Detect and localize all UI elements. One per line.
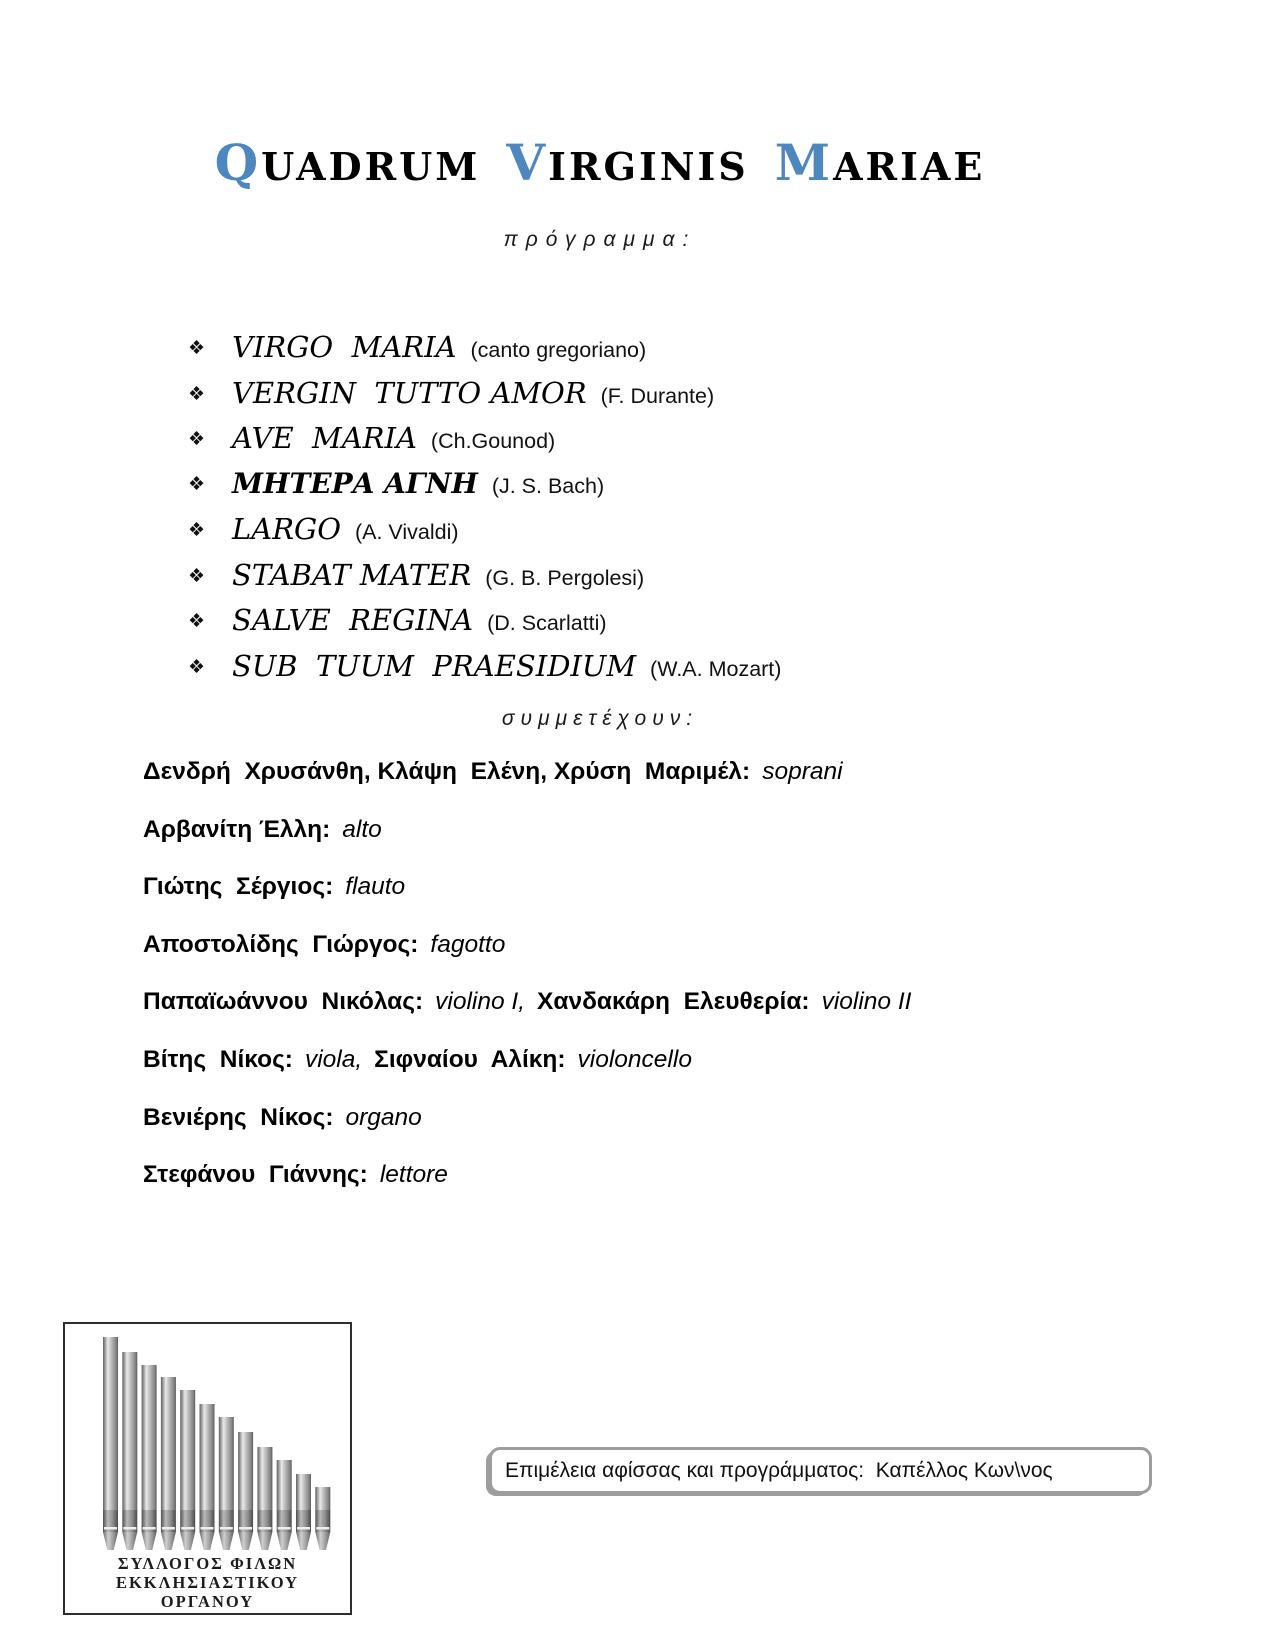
piece-title: VIRGO MARIA bbox=[232, 330, 457, 364]
piece-composer: (canto gregoriano) bbox=[470, 338, 647, 362]
performer-row bbox=[143, 988, 923, 1046]
performer-name: Αποστολίδης Γιώργος: bbox=[143, 930, 419, 958]
performer-name: Στεφάνου Γιάννης: bbox=[143, 1161, 368, 1189]
performer-role: violoncello bbox=[577, 1045, 692, 1073]
piece-title: VERGIN TUTTO AMOR bbox=[232, 375, 587, 410]
piece-title: ΜΗΤΕΡΑ ΑΓΝΗ bbox=[232, 466, 478, 500]
diamond-bullet-icon: ❖ bbox=[188, 520, 206, 541]
title-word bbox=[506, 133, 749, 192]
performer-role: organo bbox=[345, 1103, 422, 1131]
performer-name: Βενιέρης Νίκος: bbox=[143, 1103, 334, 1131]
diamond-bullet-icon: ❖ bbox=[188, 565, 206, 587]
performer-role: lettore bbox=[379, 1161, 448, 1189]
diamond-bullet-icon: ❖ bbox=[188, 656, 206, 678]
credits-text: Επιμέλεια αφίσσας και προγράμματος: Καπέλλος Κων\νος bbox=[505, 1458, 1053, 1482]
piece-title: STABAT MATER bbox=[232, 557, 472, 592]
piece-composer: (G. B. Pergolesi) bbox=[485, 565, 645, 590]
title-rest: IRGINIS bbox=[548, 144, 749, 189]
pieces-list bbox=[188, 330, 781, 694]
performer-name: Χανδακάρη Ελευθερία: bbox=[537, 988, 810, 1016]
performer-row bbox=[143, 1046, 923, 1104]
performer-row bbox=[143, 816, 923, 874]
performer-role: violino II bbox=[821, 988, 912, 1016]
organ-society-logo bbox=[63, 1322, 352, 1615]
diamond-bullet-icon: ❖ bbox=[188, 473, 206, 495]
title-initial: M bbox=[774, 133, 834, 192]
logo-caption-line: ΕΚΚΛΗΣΙΑΣΤΙΚΟΥ bbox=[115, 1573, 300, 1592]
title-rest: UADRUM bbox=[261, 144, 481, 189]
piece-row bbox=[188, 376, 781, 422]
piece-composer: (Ch.Gounod) bbox=[430, 429, 556, 453]
performer-name: Σιφναίου Αλίκη: bbox=[374, 1045, 566, 1073]
diamond-bullet-icon: ❖ bbox=[188, 383, 206, 405]
diamond-bullet-icon: ❖ bbox=[188, 338, 206, 359]
performer-role: alto bbox=[342, 815, 382, 843]
performer-row bbox=[143, 931, 923, 989]
performer-name: Γιώτης Σέργιος: bbox=[143, 873, 334, 901]
title-initial: Q bbox=[214, 133, 262, 192]
credits-box bbox=[489, 1447, 1152, 1494]
page-title bbox=[0, 133, 1200, 192]
performer-name: Δενδρή Χρυσάνθη, Κλάψη Ελένη, Χρύση Μαριμέλ: bbox=[143, 758, 751, 785]
piece-title: AVE MARIA bbox=[232, 421, 417, 455]
diamond-bullet-icon: ❖ bbox=[188, 611, 206, 632]
piece-composer: (A. Vivaldi) bbox=[354, 520, 459, 544]
performer-role: flauto bbox=[345, 873, 406, 901]
piece-row bbox=[188, 558, 781, 604]
program-label: πρόγραμμα: bbox=[503, 228, 697, 251]
piece-row bbox=[188, 512, 781, 558]
performer-role: fagotto bbox=[430, 930, 506, 958]
title-rest: ARIAE bbox=[833, 144, 986, 189]
diamond-bullet-icon: ❖ bbox=[188, 429, 206, 450]
piece-row bbox=[188, 421, 781, 467]
logo-caption-line: ΟΡΓΑΝΟΥ bbox=[160, 1592, 255, 1611]
piece-row bbox=[188, 467, 781, 513]
piece-title: SALVE REGINA bbox=[232, 603, 474, 637]
logo-caption bbox=[65, 1554, 350, 1611]
title-word bbox=[214, 133, 481, 192]
performers-list bbox=[143, 758, 923, 1219]
piece-title: LARGO bbox=[232, 512, 341, 546]
title-word bbox=[774, 133, 986, 192]
performer-name: Παπαϊωάννου Νικόλας: bbox=[143, 988, 424, 1016]
piece-row bbox=[188, 649, 781, 695]
piece-composer: (F. Durante) bbox=[600, 383, 715, 408]
piece-row bbox=[188, 603, 781, 649]
participants-label: συμμετέχουν: bbox=[501, 707, 699, 730]
performer-role: violino I, bbox=[435, 988, 526, 1016]
performer-name: Αρβανίτη Έλλη: bbox=[143, 815, 331, 843]
logo-caption-line: ΣΥΛΛΟΓΟΣ ΦΙΛΩΝ bbox=[117, 1554, 298, 1573]
performer-name: Βίτης Νίκος: bbox=[143, 1045, 293, 1073]
piece-composer: (J. S. Bach) bbox=[491, 473, 605, 498]
piece-composer: (D. Scarlatti) bbox=[487, 611, 607, 635]
performer-role: viola, bbox=[304, 1045, 363, 1073]
performer-row bbox=[143, 1161, 923, 1219]
performer-role: soprani bbox=[762, 758, 843, 785]
performer-row bbox=[143, 758, 923, 816]
piece-row bbox=[188, 330, 781, 376]
piece-composer: (W.A. Mozart) bbox=[650, 656, 782, 681]
piece-title: SUB TUUM PRAESIDIUM bbox=[232, 648, 637, 683]
performer-row bbox=[143, 1104, 923, 1162]
performer-row bbox=[143, 873, 923, 931]
title-initial: V bbox=[506, 133, 549, 192]
